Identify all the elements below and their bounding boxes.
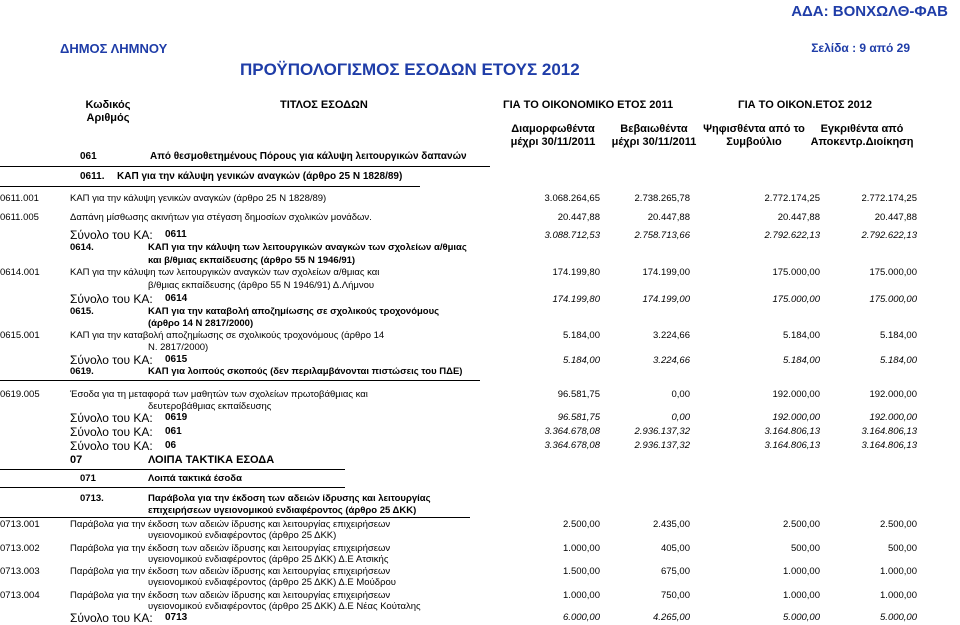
group-code: 0619. [70,366,94,377]
total-certified: 2.758.713,66 [634,230,690,241]
value-approved: 192.000,00 [869,389,917,400]
value-shaped: 1.500,00 [563,566,600,577]
value-approved: 175.000,00 [869,267,917,278]
value-certified: 750,00 [660,590,690,601]
group-code: 0615. [70,306,94,317]
total-certified: 2.936.137,32 [634,440,690,451]
group-title: Παράβολα για την έκδοση των αδειών ίδρυσης και λειτουργίας [148,493,431,504]
total-shaped: 5.184,00 [563,355,600,366]
row-description-2: υγειονομικού ενδιαφέροντος (άρθρο 25 ΔΚΚ) Δ.Ε Νέας Κούταλης [148,601,421,612]
row-description: Παράβολα για την έκδοση των αδειών ίδρυσης και λειτουργίας επιχειρήσεων [70,543,391,554]
row-description: ΚΑΠ για την κάλυψη των λειτουργικών αναγκών των σχολείων α/θμιας και [70,267,380,278]
value-shaped: 1.000,00 [563,543,600,554]
total-shaped: 96.581,75 [557,412,600,423]
column-shaped-date: μέχρι 30/11/2011 [510,136,596,148]
value-approved: 1.000,00 [880,566,917,577]
total-voted: 5.184,00 [783,355,820,366]
total-shaped: 3.364.678,08 [544,440,600,451]
total-label: Σύνολο του ΚΑ: [70,292,153,306]
page-title: ΠΡΟΫΠΟΛΟΓΙΣΜΟΣ ΕΣΟΔΩΝ ΕΤΟΥΣ 2012 [240,60,580,79]
column-income-title: ΤΙΤΛΟΣ ΕΣΟΔΩΝ [280,99,368,111]
value-voted: 1.000,00 [783,590,820,601]
total-approved: 5.000,00 [880,612,917,623]
value-approved: 20.447,88 [874,212,917,223]
group-title-2: και β/θμιας εκπαίδευσης (άρθρο 55 Ν 1946/91) [148,255,356,266]
row-code: 0611.001 [0,193,39,204]
row-description-2: υγειονομικού ενδιαφέροντος (άρθρο 25 ΔΚΚ) [148,530,337,541]
value-voted: 175.000,00 [772,267,820,278]
value-shaped: 3.068.264,65 [544,193,600,204]
page-number: Σελίδα : 9 από 29 [811,41,910,55]
total-voted: 5.000,00 [783,612,820,623]
row-description: Παράβολα για την έκδοση των αδειών ίδρυσης και λειτουργίας επιχειρήσεων [70,566,391,577]
column-certified-date: μέχρι 30/11/2011 [611,136,697,148]
row-description: ΚΑΠ για την καταβολή αποζημίωσης σε σχολικούς τροχονόμους (άρθρο 14 [70,330,385,341]
value-certified: 0,00 [671,389,690,400]
group-code: 071 [80,473,96,484]
group-title-2: επιχειρήσεων υγειονομικού ενδιαφέροντος (άρθρο 25 ΔΚΚ) [148,505,417,516]
row-description: ΚΑΠ για την κάλυψη γενικών αναγκών (άρθρο 25 Ν 1828/89) [70,193,327,204]
group-code: 0713. [80,493,104,504]
row-description-2: δευτεροβάθμιας εκπαίδευσης [148,401,272,412]
total-label: Σύνολο του ΚΑ: [70,611,153,625]
row-code: 0619.005 [0,389,40,400]
row-description-2: υγειονομικού ενδιαφέροντος (άρθρο 25 ΔΚΚ) Δ.Ε Μούδρου [148,577,396,588]
separator-line [0,517,470,518]
value-certified: 3.224,66 [653,330,690,341]
row-code: 0615.001 [0,330,40,341]
column-shaped: Διαμορφωθέντα [511,123,595,135]
value-shaped: 96.581,75 [557,389,600,400]
total-code: 0614 [165,293,188,304]
group-title: ΛΟΙΠΑ ΤΑΚΤΙΚΑ ΕΣΟΔΑ [148,454,275,466]
value-certified: 405,00 [660,543,690,554]
total-shaped: 3.364.678,08 [544,426,600,437]
separator-line [0,487,345,488]
value-voted: 20.447,88 [777,212,820,223]
value-approved: 2.772.174,25 [861,193,917,204]
row-code: 0713.003 [0,566,40,577]
group-title: Από θεσμοθετημένους Πόρους για κάλυψη λειτουργικών δαπανών [150,151,467,162]
column-voted-2: Συμβούλιο [726,136,782,148]
total-code: 0713 [165,612,188,623]
value-approved: 500,00 [887,543,917,554]
total-code: 0619 [165,412,188,423]
total-approved: 3.164.806,13 [861,440,917,451]
municipality-name: ΔΗΜΟΣ ΛΗΜΝΟΥ [60,41,168,56]
separator-line [0,380,480,381]
row-description-2: Ν. 2817/2000) [148,342,209,353]
total-approved: 5.184,00 [880,355,917,366]
total-approved: 175.000,00 [869,294,917,305]
column-code: Κωδικός [85,99,131,111]
value-shaped: 20.447,88 [557,212,600,223]
total-certified: 0,00 [671,412,690,423]
value-approved: 1.000,00 [880,590,917,601]
value-voted: 192.000,00 [772,389,820,400]
total-certified: 2.936.137,32 [634,426,690,437]
total-certified: 4.265,00 [653,612,690,623]
total-voted: 192.000,00 [772,412,820,423]
separator-line [0,469,345,470]
total-approved: 192.000,00 [869,412,917,423]
group-code: 0614. [70,242,94,253]
value-certified: 2.738.265,78 [634,193,690,204]
column-fy2011: ΓΙΑ ΤΟ ΟΙΚΟΝΟΜΙΚΟ ΕΤΟΣ 2011 [503,99,674,111]
row-code: 0614.001 [0,267,40,278]
total-code: 0611 [165,229,187,240]
row-code: 0713.004 [0,590,40,601]
total-voted: 3.164.806,13 [764,440,820,451]
value-approved: 2.500,00 [880,519,917,530]
group-title: ΚΑΠ για λοιπούς σκοπούς (δεν περιλαμβάνονται πιστώσεις του ΠΔΕ) [148,366,463,377]
row-description-2: β/θμιας εκπαίδευσης (άρθρο 55 Ν 1946/91) Δ.Λήμνου [148,280,375,291]
row-code: 0611.005 [0,212,39,223]
group-title: ΚΑΠ για την κάλυψη γενικών αναγκών (άρθρο 25 Ν 1828/89) [117,171,403,182]
total-voted: 3.164.806,13 [764,426,820,437]
separator-line [0,166,490,167]
value-shaped: 5.184,00 [563,330,600,341]
total-label: Σύνολο του ΚΑ: [70,228,153,242]
total-approved: 2.792.622,13 [861,230,917,241]
group-code: 061 [80,151,97,162]
column-fy2012: ΓΙΑ ΤΟ ΟΙΚΟΝ.ΕΤΟΣ 2012 [738,99,872,111]
group-title: ΚΑΠ για την κάλυψη των λειτουργικών αναγκών των σχολείων α/θμιας [148,242,467,253]
total-voted: 175.000,00 [772,294,820,305]
row-code: 0713.001 [0,519,40,530]
column-certified: Βεβαιωθέντα [620,123,688,135]
row-description: Παράβολα για την έκδοση των αδειών ίδρυσης και λειτουργίας επιχειρήσεων [70,590,391,601]
value-voted: 500,00 [790,543,820,554]
value-shaped: 1.000,00 [563,590,600,601]
group-title: ΚΑΠ για την καταβολή αποζημίωσης σε σχολικούς τροχονόμους [148,306,440,317]
group-title: Λοιπά τακτικά έσοδα [148,473,242,484]
value-certified: 2.435,00 [653,519,690,530]
value-shaped: 2.500,00 [563,519,600,530]
total-code: 061 [165,426,182,437]
value-approved: 5.184,00 [880,330,917,341]
group-code: 0611. [80,171,105,182]
separator-line [0,186,420,187]
total-shaped: 6.000,00 [563,612,600,623]
value-shaped: 174.199,80 [552,267,600,278]
row-description: Έσοδα για τη μεταφορά των μαθητών των σχολείων πρωτοβάθμιας και [70,389,368,400]
total-certified: 174.199,00 [642,294,690,305]
column-voted: Ψηφισθέντα από το [703,123,805,135]
value-certified: 20.447,88 [647,212,690,223]
column-code-2: Αριθμός [86,112,130,124]
total-code: 0615 [165,354,188,365]
value-certified: 675,00 [660,566,690,577]
value-voted: 2.772.174,25 [764,193,820,204]
total-shaped: 174.199,80 [552,294,600,305]
value-voted: 5.184,00 [783,330,820,341]
total-code: 06 [165,440,177,451]
value-voted: 2.500,00 [783,519,820,530]
row-description: Δαπάνη μίσθωσης ακινήτων για στέγαση δημοσίων σχολικών μονάδων. [70,212,372,223]
total-shaped: 3.088.712,53 [544,230,600,241]
ada-number: ΑΔΑ: ΒΟΝΧΩΛΘ-ΦΑΒ [791,3,948,20]
value-certified: 174.199,00 [642,267,690,278]
column-approved-2: Αποκεντρ.Διοίκηση [810,136,914,148]
row-code: 0713.002 [0,543,40,554]
total-label: Σύνολο του ΚΑ: [70,425,153,439]
row-description-2: υγειονομικού ενδιαφέροντος (άρθρο 25 ΔΚΚ) Δ.Ε Ατσικής [148,554,389,565]
total-certified: 3.224,66 [653,355,690,366]
group-title-2: (άρθρο 14 Ν 2817/2000) [148,318,254,329]
total-label: Σύνολο του ΚΑ: [70,353,153,367]
row-description: Παράβολα για την έκδοση των αδειών ίδρυσης και λειτουργίας επιχειρήσεων [70,519,391,530]
total-approved: 3.164.806,13 [861,426,917,437]
total-voted: 2.792.622,13 [764,230,820,241]
total-label: Σύνολο του ΚΑ: [70,411,153,425]
column-approved: Εγκριθέντα από [820,123,904,135]
total-label: Σύνολο του ΚΑ: [70,439,153,453]
group-code: 07 [70,454,83,466]
value-voted: 1.000,00 [783,566,820,577]
